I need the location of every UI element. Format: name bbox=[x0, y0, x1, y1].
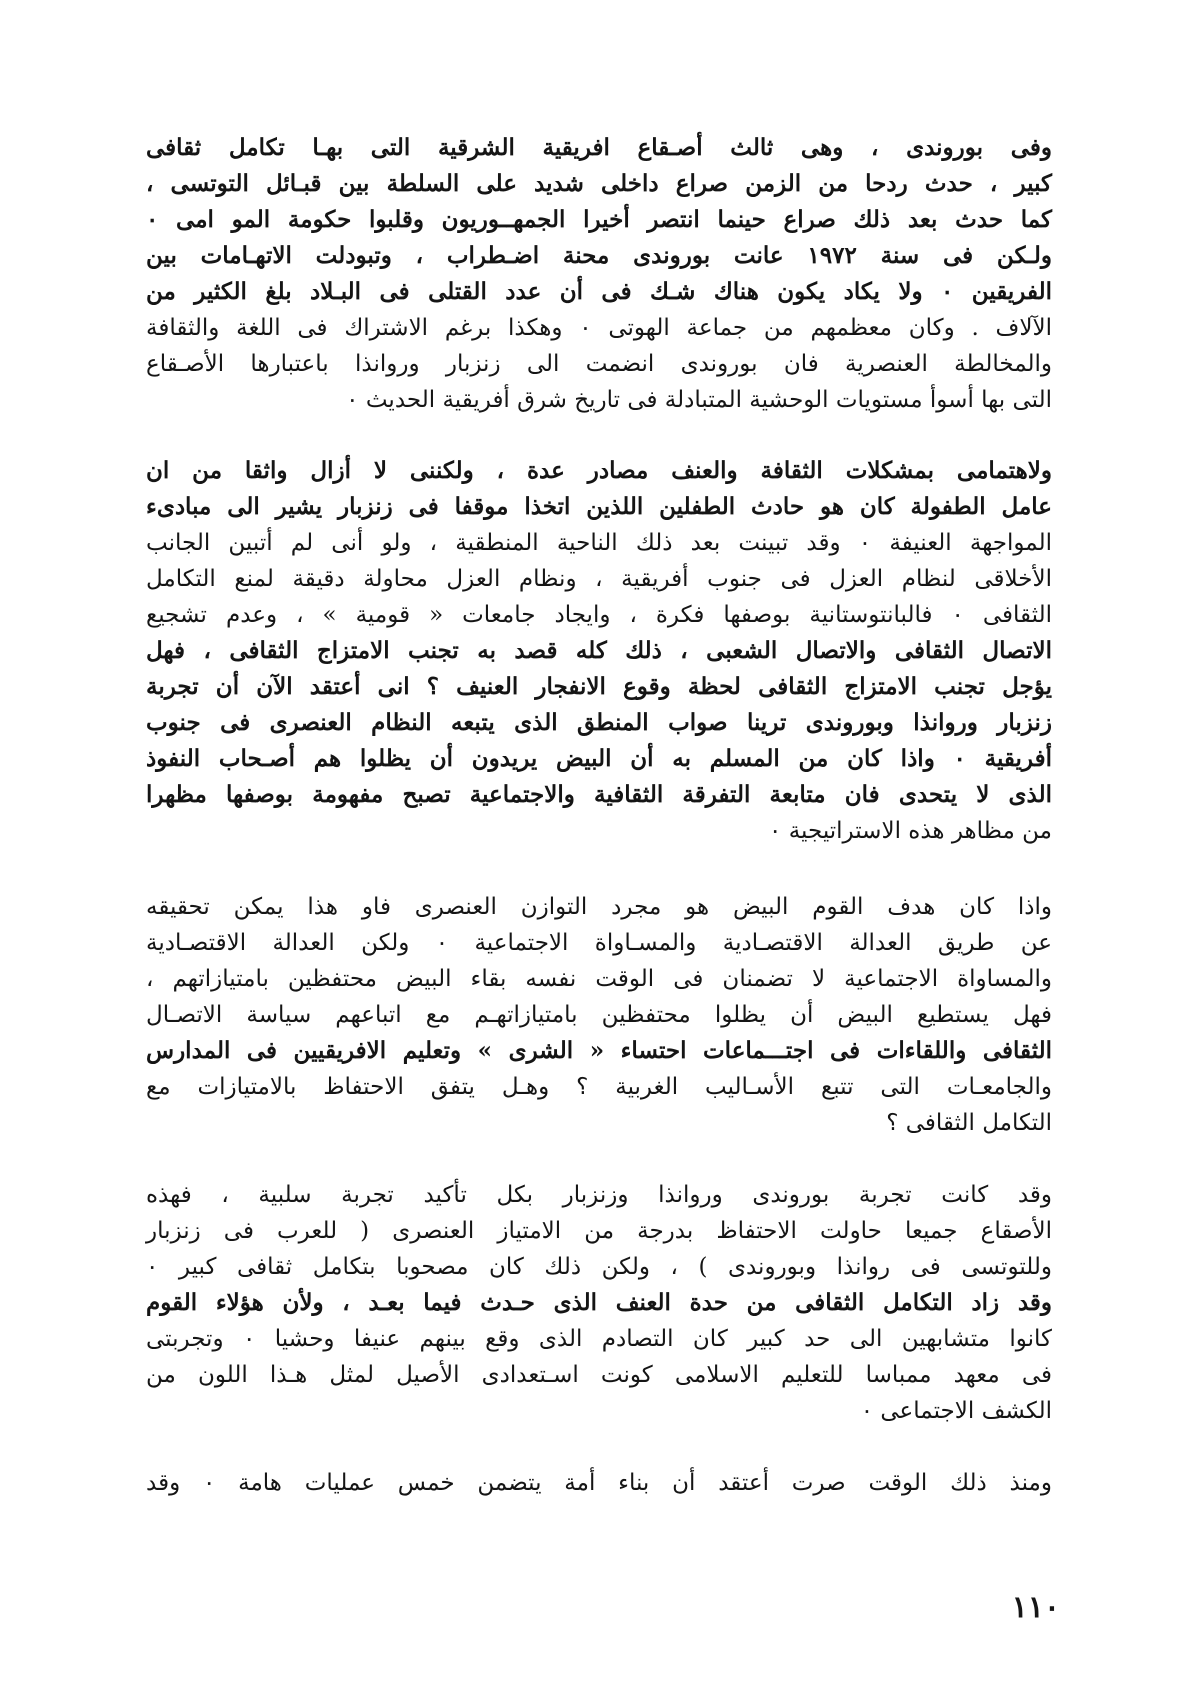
text-line: المواجهة العنيفة ٠ وقد تبينت بعد ذلك الناحية المنطقية ، ولو أنى لم أتبين الجانب bbox=[146, 530, 1052, 556]
paragraph-white-privilege bbox=[146, 889, 1052, 1141]
text-line: عن طريق العدالة الاقتصـادية والمسـاواة الاجتماعية ٠ ولكن العدالة الاقتصـادية bbox=[146, 930, 1052, 956]
text-line: كبير ، حدث ردحا من الزمن صراع داخلى شديد على السلطة بين قبـائل التوتسى ، bbox=[146, 170, 1052, 197]
text-line: وقد زاد التكامل الثقافى من حدة العنف الذى حـدث فيما بعـد ، ولأن هؤلاء القوم bbox=[146, 1289, 1052, 1316]
text-line: ومنذ ذلك الوقت صرت أعتقد أن بناء أمة يتضمن خمس عمليات هامة ٠ وقد bbox=[146, 1470, 1052, 1496]
text-line: الاتصال الثقافى والاتصال الشعبى ، ذلك كله قصد به تجنب الامتزاج الثقافى ، فهل bbox=[146, 637, 1052, 664]
paragraph-negative-experience bbox=[146, 1177, 1052, 1429]
text-line: الأصقاع جميعا حاولت الاحتفاظ بدرجة من الامتياز العنصرى ( للعرب فى زنزبار bbox=[146, 1218, 1052, 1244]
text-line: فهل يستطيع البيض أن يظلوا محتفظين بامتيازاتهـم مع اتباعهم سياسة الاتصـال bbox=[146, 1002, 1052, 1028]
text-line: التكامل الثقافى ؟ bbox=[886, 1110, 1052, 1136]
text-line: عامل الطفولة كان هو حادث الطفلين اللذين اتخذا موقفا فى زنزبار يشير الى مبادىء bbox=[146, 493, 1052, 520]
text-line: الآلاف . وكان معظمهم من جماعة الهوتى ٠ وهكذا برغم الاشتراك فى اللغة والثقافة bbox=[146, 315, 1052, 341]
text-line: الكشف الاجتماعى ٠ bbox=[860, 1398, 1052, 1424]
text-line: زنزبار وروانذا وبوروندى ترينا صواب المنطق الذى يتبعه النظام العنصرى فى جنوب bbox=[146, 709, 1052, 736]
text-line: كما حدث بعد ذلك صراع حينما انتصر أخيرا الجمهــوريون وقلبوا حكومة المو امى ٠ bbox=[146, 206, 1052, 233]
text-line: ولاهتمامى بمشكلات الثقافة والعنف مصادر عدة ، ولكننى لا أزال واثقا من ان bbox=[146, 457, 1052, 484]
page-number: ١١٠ bbox=[1011, 1590, 1060, 1625]
text-line: الثقافى واللقاءات فى اجتـــماعات احتساء « الشرى » وتعليم الافريقيين فى المدارس bbox=[146, 1037, 1052, 1064]
text-line: الفريقين ٠ ولا يكاد يكون هناك شـك فى أن عدد القتلى فى البـلاد بلغ الكثير من bbox=[146, 278, 1052, 305]
text-line: وقد كانت تجربة بوروندى وروانذا وزنزبار بكل تأكيد تجربة سلبية ، فهذه bbox=[146, 1182, 1052, 1208]
text-line: الثقافى ٠ فالبانتوستانية بوصفها فكرة ، وايجاد جامعات « قومية » ، وعدم تشجيع bbox=[146, 602, 1052, 628]
text-line: الأخلاقى لنظام العزل فى جنوب أفريقية ، ونظام العزل محاولة دقيقة لمنع التكامل bbox=[146, 566, 1052, 592]
text-line: من مظاهر هذه الاستراتيجية ٠ bbox=[769, 818, 1052, 844]
text-line: والمساواة الاجتماعية لا تضمنان فى الوقت نفسه بقاء البيض محتفظين بامتيازاتهم ، bbox=[146, 966, 1052, 992]
text-line: وللتوتسى فى روانذا وبوروندى ) ، ولكن ذلك كان مصحوبا بتكامل ثقافى كبير ٠ bbox=[146, 1254, 1052, 1280]
text-line: واذا كان هدف القوم البيض هو مجرد التوازن العنصرى فاو هذا يمكن تحقيقه bbox=[146, 894, 1052, 920]
text-line: والمخالطة العنصرية فان بوروندى انضمت الى زنزبار وروانذا باعتبارها الأصـقاع bbox=[146, 351, 1052, 377]
text-line: الذى لا يتحدى فان متابعة التفرقة الثقافية والاجتماعية تصبح مفهومة بوصفها مظهرا bbox=[146, 781, 1052, 808]
text-line: والجامعـات التى تتبع الأسـاليب الغربية ؟ وهـل يتفق الاحتفاظ بالامتيازات مع bbox=[146, 1074, 1052, 1100]
text-line: يؤجل تجنب الامتزاج الثقافى لحظة وقوع الانفجار العنيف ؟ انى أعتقد الآن أن تجربة bbox=[146, 673, 1052, 700]
text-line: ولـكن فى سنة ١٩٧٢ عانت بوروندى محنة اضـطراب ، وتبودلت الاتهـامات بين bbox=[146, 242, 1052, 269]
text-line: وفى بوروندى ، وهى ثالث أصـقاع افريقية الشرقية التى بهـا تكامل ثقافى bbox=[146, 134, 1052, 161]
paragraph-culture-violence bbox=[146, 453, 1052, 849]
text-line: كانوا متشابهين الى حد كبير كان التصادم الذى وقع بينهم عنيفا وحشيا ٠ وتجربتى bbox=[146, 1326, 1052, 1352]
text-line: فى معهد ممباسا للتعليم الاسلامى كونت اسـتعدادى الأصيل لمثل هـذا اللون من bbox=[146, 1362, 1052, 1388]
paragraph-nation-building bbox=[146, 1465, 1052, 1501]
paragraph-burundi-conflict bbox=[146, 130, 1052, 418]
text-line: أفريقية ٠ واذا كان من المسلم به أن البيض يريدون أن يظلوا هم أصـحاب النفوذ bbox=[146, 745, 1052, 772]
text-line: التى بها أسوأ مستويات الوحشية المتبادلة فى تاريخ شرق أفريقية الحديث ٠ bbox=[346, 387, 1052, 413]
